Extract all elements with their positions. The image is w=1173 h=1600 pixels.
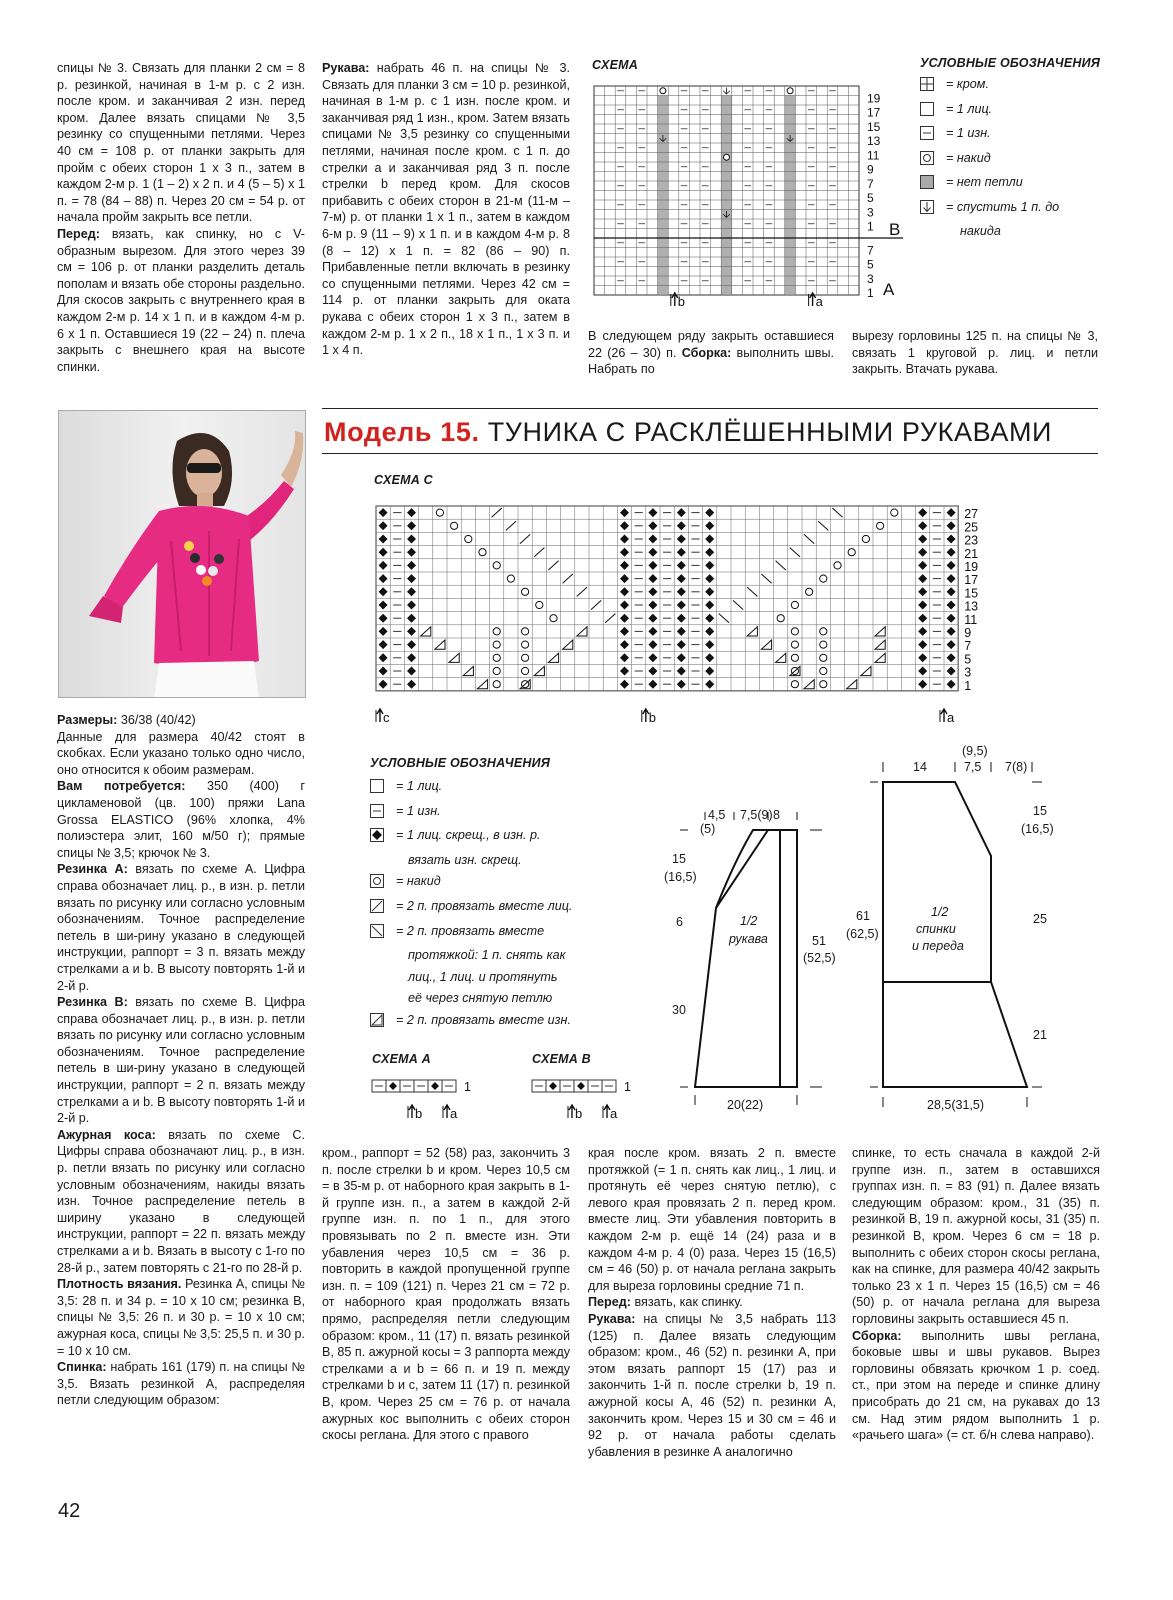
no-stitch-cell [658,153,669,163]
row-number: 19 [964,560,979,574]
knit-symbol-icon [370,779,384,793]
no-stitch-cell [785,276,796,286]
schema-arrow-a-label: a [815,294,823,309]
no-stitch-cell [721,200,732,210]
schema-c-arrow-b-label: b [648,710,657,725]
yarn-over-mark [522,588,529,595]
no-stitch-cell [785,210,796,220]
row-number: 1 [867,286,874,300]
legend-2 [370,756,610,1035]
no-stitch-cell [721,96,732,106]
sleeve-dim-right1: 51 [812,934,826,948]
no-stitch-cell [785,238,796,248]
row-number: 1 [867,219,874,234]
body-dim-top1: 14 [913,760,927,774]
legend-item: накида [960,224,1001,238]
schema-a-chart [368,1074,488,1122]
yarn-over-mark [791,601,798,608]
schema-arrow-b-label: b [677,294,686,309]
row-number: 13 [867,134,881,148]
no-stitch-cell [658,200,669,210]
schema-c-arrow-c-label: c [383,710,390,725]
purl-symbol-icon [920,126,934,140]
body-dim-top2: 7,5 [964,760,982,774]
legend-item: лиц., 1 лиц. и протянуть [408,969,558,984]
legend-item: её через снятую петлю [408,991,553,1006]
yarn-over-mark [493,562,500,569]
legend-item: = 2 п. провязать вместе [396,923,545,938]
no-stitch-cell [658,124,669,134]
model-number: Модель 15. [324,417,480,447]
no-stitch-cell [721,257,732,267]
no-stitch-cell [785,153,796,163]
bottom-col-2: кром., раппорт = 52 (58) раз, закончить 3 п. после стрелки b и кром. Через 10,5 см = в 35-м р. от наборного края закрыть в 1-й группе изн. п., а затем в каждой 2-й группе изн. п. по 1 п., для этого провязывать по 2 п. вместе изн. Эти убавления через 10,5 см = 36 р. повторить в каждой пропущенной группе изн. п. = 109 (121) п. Через 21 см = 72 р. от наборного края продолжать вязать прямо, распределяя петли следующим образом: кром., 11 (17) п. вязать резинкой В, 85 п. ажурной косы = 3 раппорта между стрелками а и b = 66 п. и 19 п. между стрелками b и c, затем 11 (17) п. резинкой В, кром. Через 25 см = 76 р. от начала ажурных кос выполнить с обеих сторон скосы реглана. Для этого с правого [322,1146,570,1443]
no-stitch-cell [785,181,796,191]
row-number: 5 [867,257,874,272]
top-legend [920,56,1120,243]
no-stitch-cell [785,286,796,296]
yarn-over-mark [507,575,514,582]
no-stitch-cell [658,172,669,182]
schema-title: СХЕМА [592,58,638,72]
no-stitch-cell [721,172,732,182]
sleeve-dim-bottom: 20(22) [727,1098,764,1112]
yarn-over-mark [820,628,827,635]
row-number: 15 [867,119,881,134]
row-number: 3 [867,205,874,220]
yarn-over-mark [660,88,666,94]
yarn-over-mark [820,667,827,674]
no-stitch-cell [721,191,732,201]
yarn-over-mark [806,588,813,595]
schema-label-b: B [889,220,901,240]
sleeve-dim-top2: 7,5(9) [740,808,773,822]
body-dim-right1b: (16,5) [1021,822,1054,836]
model-title [324,417,1052,448]
yarn-over-mark [493,628,500,635]
yarn-over-mark [493,667,500,674]
yarn-over-mark [522,628,529,635]
no-stitch-cell [721,238,732,248]
legend-item: = 1 изн. [396,803,441,818]
no-stitch-cell [721,286,732,296]
yarn-over-mark [891,509,898,516]
row-number: 9 [867,162,874,177]
row-number: 19 [867,91,881,106]
no-stitch-cell [721,162,732,172]
page-number: 42 [58,1500,81,1522]
legend-item: = 2 п. провязать вместе лиц. [396,898,573,913]
row-number: 17 [964,573,979,588]
drop-stitch-symbol-icon [920,200,934,214]
title-rule [322,408,1098,409]
no-stitch-cell [658,219,669,229]
row-number: 25 [964,520,979,535]
yarn-over-mark [791,681,798,688]
row-number: 9 [964,626,972,640]
top-col-2: Рукава: набрать 46 п. на спицы № 3. Связать для планки 3 см = 10 р. резинкой, начиная в 1-м р. с 1 изн. после кром. и заканчивая ряд 1 изн., кром. Затем вязать спицами № 3,5 резинку со спущенными петлями, начиная после кром. с 1 п. до стрелки а и заканчивая ряд 3 п. после стрелки b перед кром. Для скосов прибавить с обеих сторон в 21-м (11-м – 7-м) р. от планки 1 х 1 п., затем в каждом 6-м р. 9 (11 – 9) х 1 п. и в каждом 4-м р. 8 (8 – 12) х 1 п. = 82 (86 – 90) п. Прибавленные петли включать в резинку со спущенными петлями. Через 42 см = 114 р. от планки закрыть для оката рукава с обеих сторон 1 х 3 п., затем в каждом 2-м р. 1 х 2 п., 18 х 1 п., 1 х 3 п. и 1 х 4 п. [322,61,570,358]
schema-label-a: A [883,280,895,299]
row-number: 15 [964,586,979,601]
yarn-over-mark [877,522,884,529]
body-label-1: 1/2 [931,905,949,919]
yarn-over-mark [451,522,458,529]
model-photo [58,410,306,698]
schemaA-arrow-b-label: b [415,1106,423,1121]
twisted-knit-symbol-icon [370,828,384,842]
no-stitch-cell [721,181,732,191]
no-stitch-cell [658,248,669,258]
yarn-over-mark [791,654,798,661]
no-stitch-cell [721,219,732,229]
no-stitch-cell [658,181,669,191]
left-column: Размеры: 36/38 (40/42) Данные для размера 40/42 стоят в скобках. Если указано только одно число, оно относится к обоим размерам. Вам потребуется: 350 (400) г цикламеновой (цв. 100) пряжи Lana Grossa ELASTICO (96% хлопка, 4% полиэстера элит, 160 м/50 г); прямые спицы № 3,5; крючок № 3. Резинка А: вязать по схеме А. Цифра справа обозначает лиц. р., в изн. р. петли вязать по рисунку или согласно условным обозначениям. Точное распределение петель в ши-рину указано в следующей инструкции, раппорт = 3 п. вязать между стрелками а и b. В высоту повторять 1-й и 2-й р. Резинка В: вязать по схеме В. Цифра справа обозначает лиц. р., в изн. р. петли вязать по рисунку или согласно условным обозначениям. Точное распределение петель в ши-рину указано в следующей инструкции, раппорт = 2 п. вязать между стрелками а и b. В высоту повторять 1-й и 2-й р. Ажурная коса: вязать по схеме С. Цифры справа обозначают лиц. р., в изн. р. петли вязать по рисунку или согласно условным обозначениям, накиды вязать изн. Точное распределение петель в ширину указано в следующей инструкции, раппорт = 22 п. вязать между стрелками а и b. Вязать в высоту с 1-го по 28-й р., затем повторять с 21-го по 28-й р. Плотность вязания. Резинка А, спицы № 3,5: 28 п. и 34 р. = 10 х 10 см; резинка В, спицы № 3,5: 26 п. и 30 р. = 10 х 10 см; ажурная коса, спицы № 3,5: 25,5 п. и 30 р. = 10 х 10 см. Спинка: набрать 161 (179) п. на спицы № 3,5. Вязать резинкой А, распределяя петли следующим образом: [57,713,306,1408]
row-number: 5 [964,652,972,667]
yarn-over-mark [536,601,543,608]
no-stitch-cell [721,267,732,277]
schema-a-title: СХЕМА A [372,1052,431,1066]
row-number: 3 [964,665,972,680]
top-col-4: вырезу горловины 125 п. на спицы № 3, связать 1 круговой р. лиц. и петли закрыть. Втачать рукава. [852,329,1098,377]
legend-item: = 1 изн. [946,126,991,140]
row-number: 1 [464,1080,471,1094]
body-dim-left1: 61 [856,909,870,923]
knit-symbol-icon [920,102,934,116]
legend-item: = 1 лиц. скрещ., в изн. р. [396,828,541,843]
row-number: 7 [867,176,874,191]
model-photo-illustration [59,411,306,698]
no-stitch-cell [721,143,732,153]
no-stitch-cell [785,172,796,182]
legend-item: = 1 лиц. [396,779,443,793]
row-number: 11 [867,148,880,163]
no-stitch-symbol-icon [920,175,934,189]
sleeve-dim-top1: 4,5 [708,808,726,822]
legend-item: = 1 лиц. [946,101,993,116]
no-stitch-cell [721,276,732,286]
sleeve-dim-top1b: (5) [700,822,716,836]
no-stitch-cell [658,191,669,201]
no-stitch-cell [658,257,669,267]
schema-c-chart [368,496,988,728]
schema-c-title: СХЕМА С [374,473,433,487]
schema-b-chart [528,1074,648,1122]
yarn-over-mark [820,575,827,582]
kromka-symbol-icon [920,77,934,91]
no-stitch-cell [658,143,669,153]
purl-symbol-icon [370,804,384,818]
no-stitch-cell [785,257,796,267]
row-number: 3 [867,271,874,286]
k2tog-symbol-icon [370,899,384,913]
row-number: 1 [964,678,972,693]
no-stitch-cell [721,115,732,125]
top-col-3: В следующем ряду закрыть оставшиеся 22 (26 – 30) п. Сборка: выполнить швы. Набрать по [588,329,835,377]
row-number: 7 [867,243,874,258]
schema-c-arrow-a-label: a [947,710,955,725]
body-dim-left1b: (62,5) [846,927,879,941]
legend-item: протяжкой: 1 п. снять как [408,948,566,963]
body-dim-top0: (9,5) [962,744,988,758]
body-dim-right1: 15 [1033,804,1047,818]
legend-item: = накид [396,874,441,889]
yarn-over-mark [479,549,486,556]
legend-2-title: УСЛОВНЫЕ ОБОЗНАЧЕНИЯ [370,756,551,770]
yarn-over-mark [848,549,855,556]
yarn-over-mark [834,562,841,569]
row-number: 21 [964,546,979,561]
legend-item: = спустить 1 п. до [946,199,1060,214]
legend-item: = накид [946,150,991,165]
no-stitch-cell [785,229,796,239]
no-stitch-cell [785,96,796,106]
no-stitch-cell [658,210,669,220]
no-stitch-cell [721,229,732,239]
no-stitch-cell [785,124,796,134]
body-dim-bottom: 28,5(31,5) [927,1098,984,1112]
body-dim-right3: 21 [1033,1028,1047,1042]
no-stitch-cell [658,162,669,172]
sleeve-dim-left1b: (16,5) [664,870,697,884]
no-stitch-cell [658,267,669,277]
row-number: 5 [867,191,874,205]
no-stitch-cell [721,105,732,115]
model-name: ТУНИКА С РАСКЛЁШЕННЫМИ РУКАВАМИ [487,417,1053,447]
title-rule-bottom [322,453,1098,454]
schemaA-arrow-a-label: a [450,1106,458,1121]
yarn-over-mark [493,681,500,688]
legend-item: = нет петли [946,175,1023,189]
no-stitch-cell [658,115,669,125]
yarn-over-mark [862,535,869,542]
schema-b-title: СХЕМА B [532,1052,591,1066]
sleeve-label-1: 1/2 [740,914,758,928]
no-stitch-cell [658,286,669,296]
row-number: 1 [624,1080,631,1094]
yarn-over-mark [436,509,443,516]
body-label-2: спинки [916,922,956,936]
no-stitch-cell [658,96,669,106]
yarn-over-symbol-icon [920,151,934,165]
yarn-over-mark [724,154,730,160]
yarn-over-mark [820,654,827,661]
bottom-col-4: спинке, то есть сначала в каждой 2-й группе изн. п., затем в оставшихся группах изн. п. = 83 (91) п. Далее вязать следующим образом: кром., 31 (35) п. резинкой В, 19 п. ажурной косы, 31 (35) п. резинкой В, кром. Через 6 см = 18 р. выполнить с обеих сторон скосы реглана, как на спинке, для размера 40/42 закрыть только 23 х 1 п. Через 15 (16,5) см = 46 (50) р. от начала реглана для выреза горловины закрыть оставшиеся 45 п. Сборка: выполнить швы реглана, боковые швы и швы рукавов. Вырез горловины обвязать крючком 1 р. соед. ст., при этом на переде и спинке длину присобрать до 21 см, на рукавах до 13 см. Над этим рядом выполнить 1 р. «рачьего шага» (= ст. б/н слева направо). [852,1146,1101,1443]
no-stitch-cell [658,276,669,286]
no-stitch-cell [721,124,732,134]
no-stitch-cell [785,267,796,277]
legend-item: вязать изн. скрещ. [408,852,522,867]
body-dim-right2: 25 [1033,912,1047,926]
sleeve-dim-right1b: (52,5) [803,951,836,965]
sleeve-dim-left2: 6 [676,915,683,929]
top-legend-title: УСЛОВНЫЕ ОБОЗНАЧЕНИЯ [920,56,1101,70]
yarn-over-symbol-icon [370,874,384,888]
no-stitch-cell [658,238,669,248]
sleeve-label-2: рукава [729,932,768,946]
yarn-over-mark [522,667,529,674]
yarn-over-mark [522,641,529,648]
ssk-symbol-icon [370,924,384,938]
row-number: 27 [964,507,979,522]
sleeve-dim-left3: 30 [672,1003,686,1017]
no-stitch-cell [658,229,669,239]
no-stitch-cell [721,248,732,258]
yarn-over-mark [522,654,529,661]
row-number: 17 [867,105,881,120]
body-dim-top3: 7(8) [1005,760,1028,774]
no-stitch-cell [785,115,796,125]
no-stitch-cell [785,143,796,153]
yarn-over-mark [791,628,798,635]
top-col-1: спицы № 3. Связать для планки 2 см = 8 р. резинкой, начиная в 1-м р. с 2 изн. после кром. и заканчивая 2 изн. перед кром. Далее вязать спицами № 3,5 резинку со спущенными петлями. Через 40 см = 108 р. от планки закрыть для пройм с обеих сторон 1 х 3 п., затем в каждом 2-м р. 1 (1 – 2) х 2 п. и 4 (5 – 5) х 1 п. = 78 (84 – 88) п. Через 20 см = 54 р. от начала пройм закрыть все петли. Перед: вязать, как спинку, но с V-образным вырезом. Для этого через 39 см = 106 р. от планки разделить деталь пополам и вязать обе стороны раздельно. Для скосов закрыть с внутреннего края в каждом 2-м р. 14 х 1 п. и в каждом 4-м р. 6 х 1 п. Оставшиеся 19 (22 – 24) п. плеча закрыть с внешнего края на высоте спинки. [57,61,305,374]
no-stitch-cell [785,200,796,210]
no-stitch-cell [658,105,669,115]
schemaB-arrow-a-label: a [610,1106,618,1121]
top-schema-chart [588,80,903,310]
yarn-over-mark [791,641,798,648]
row-number: 7 [964,639,972,654]
legend-item: = 2 п. провязать вместе изн. [396,1012,571,1027]
bottom-col-3: края после кром. вязать 2 п. вместе протяжкой (= 1 п. снять как лиц., 1 лиц. и протянуть её через снятую петлю), с левого края провязать 2 п. перед кром. вместе лиц. Эти убавления повторить в каждом 2-м р. ещё 14 (24) раза и в каждом 4-м р. 4 (0) раза. Через 15 (16,5) см = 46 (50) р. от начала реглана закрыть для выреза горловины средние 71 п. Перед: вязать, как спинку. Рукава: на спицы № 3,5 набрать 113 (125) п. Далее вязать следующим образом: кром., 46 (52) п. резинки А, при этом вязать раппорт 15 (17) раз и закончить 1-й п. после стрелки b, 19 п. ажурной косы А, 46 (52) п. резинки А, закончить кром. Через 15 и 30 см = 46 и 92 р. от начала работы сделать убавления в резинке А аналогично [588,1146,836,1459]
no-stitch-cell [785,162,796,172]
yarn-over-mark [820,641,827,648]
no-stitch-cell [785,191,796,201]
body-label-3: и переда [912,939,964,953]
yarn-over-mark [777,615,784,622]
no-stitch-cell [785,248,796,258]
no-stitch-cell [785,219,796,229]
no-stitch-cell [785,105,796,115]
yarn-over-mark [465,535,472,542]
row-number: 13 [964,599,979,614]
sleeve-dim-left1: 15 [672,852,686,866]
sleeve-dim-top3: 8 [773,808,780,822]
yarn-over-mark [787,88,793,94]
yarn-over-mark [820,681,827,688]
yarn-over-mark [550,615,557,622]
yarn-over-mark [493,654,500,661]
row-number: 23 [964,533,979,548]
no-stitch-cell [721,134,732,144]
p2tog-symbol-icon [370,1013,384,1027]
legend-item: = кром. [946,77,989,91]
yarn-over-mark [493,641,500,648]
row-number: 11 [964,612,978,627]
schemaB-arrow-b-label: b [575,1106,583,1121]
